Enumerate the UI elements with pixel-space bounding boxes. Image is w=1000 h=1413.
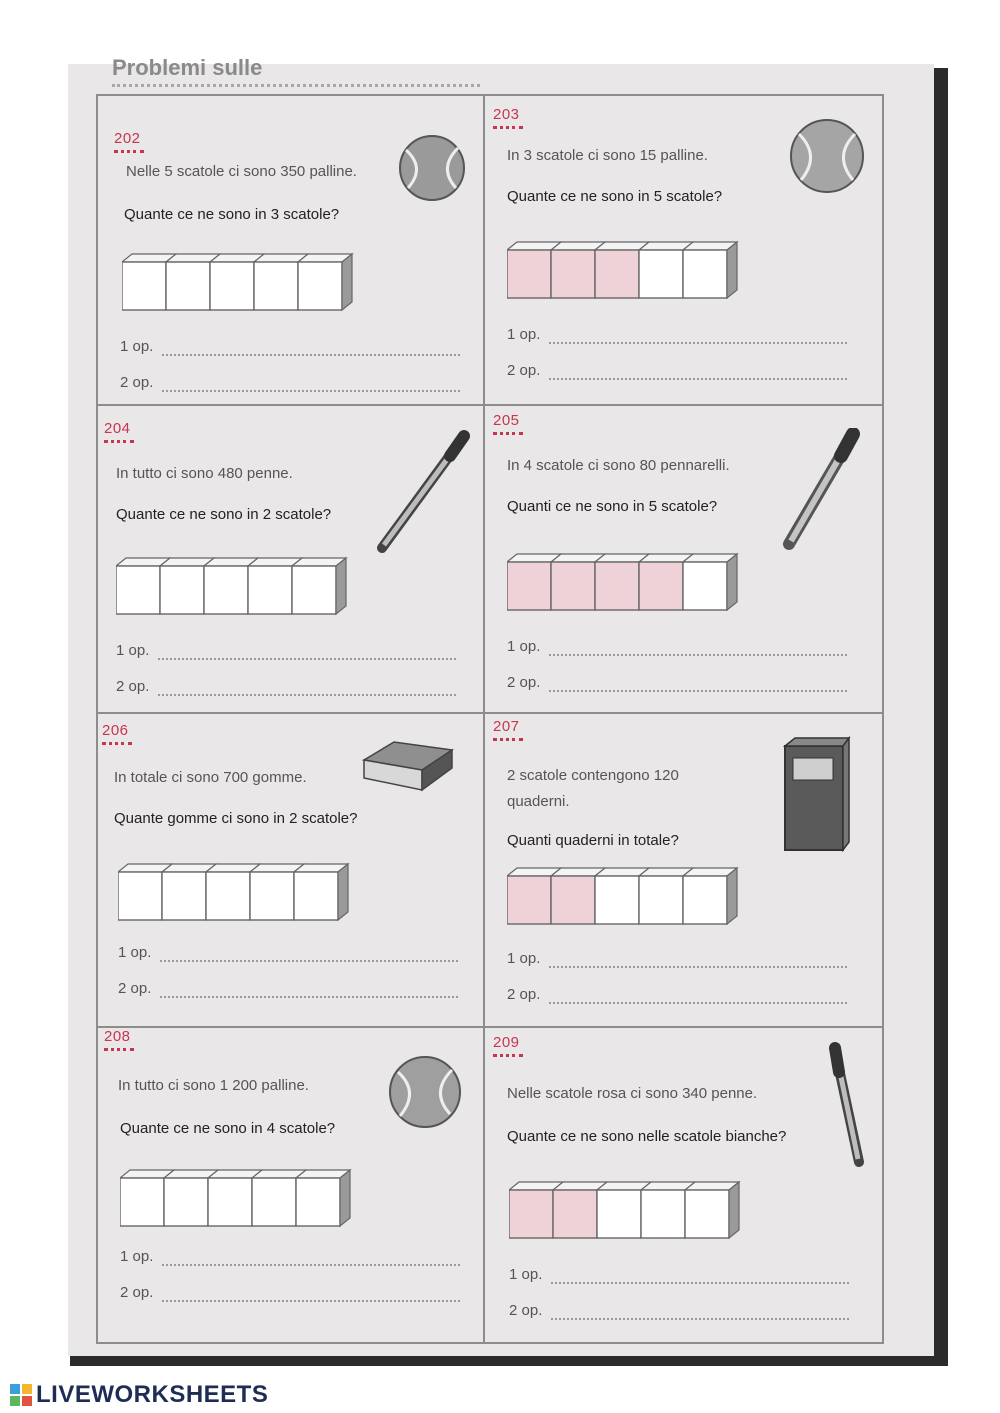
problem-statement: 2 scatole contengono 120 bbox=[507, 767, 679, 784]
problem-question: Quante ce ne sono in 3 scatole? bbox=[124, 206, 340, 223]
white-box bbox=[597, 1190, 641, 1238]
problem-209 bbox=[485, 1034, 882, 1344]
box-side bbox=[727, 554, 737, 610]
box-side bbox=[342, 254, 352, 310]
operation-2-line[interactable] bbox=[116, 678, 456, 700]
operation-1-line[interactable] bbox=[116, 642, 456, 664]
box-side bbox=[729, 1182, 739, 1238]
pink-box bbox=[639, 562, 683, 610]
problem-number: 208 bbox=[104, 1028, 131, 1045]
white-box bbox=[120, 1178, 164, 1226]
problem-statement: In 3 scatole ci sono 15 palline. bbox=[507, 147, 708, 164]
white-box bbox=[254, 262, 298, 310]
problem-question: Quante ce ne sono nelle scatole bianche? bbox=[507, 1128, 787, 1145]
operation-1-line[interactable] bbox=[507, 638, 847, 660]
tennis-ball-icon bbox=[396, 132, 468, 204]
problem-208 bbox=[96, 1028, 483, 1344]
problem-question: Quante ce ne sono in 5 scatole? bbox=[507, 188, 723, 205]
problem-number: 203 bbox=[493, 106, 520, 123]
answer-dots bbox=[551, 1282, 849, 1284]
problem-statement: In 4 scatole ci sono 80 pennarelli. bbox=[507, 457, 730, 474]
problem-statement: Nelle 5 scatole ci sono 350 palline. bbox=[126, 163, 357, 180]
answer-dots bbox=[549, 1002, 847, 1004]
notebook-icon bbox=[781, 736, 851, 854]
answer-dots bbox=[158, 694, 456, 696]
white-box bbox=[248, 566, 292, 614]
operation-1-line[interactable] bbox=[509, 1266, 849, 1288]
op-2-label: 2 op. bbox=[509, 1302, 543, 1319]
answer-dots bbox=[549, 378, 847, 380]
problem-203 bbox=[485, 106, 882, 404]
white-box bbox=[292, 566, 336, 614]
op-2-label: 2 op. bbox=[507, 362, 541, 379]
white-box bbox=[296, 1178, 340, 1226]
white-box bbox=[204, 566, 248, 614]
white-box bbox=[164, 1178, 208, 1226]
op-1-label: 1 op. bbox=[120, 338, 154, 355]
white-box bbox=[639, 250, 683, 298]
op-1-label: 1 op. bbox=[116, 642, 150, 659]
tennis-ball-icon bbox=[787, 116, 867, 196]
problem-204 bbox=[96, 420, 483, 712]
operation-1-line[interactable] bbox=[118, 944, 458, 966]
problem-206 bbox=[96, 722, 483, 1026]
problem-question: Quante ce ne sono in 2 scatole? bbox=[116, 506, 332, 523]
problem-statement-line-2: quaderni. bbox=[507, 793, 570, 810]
white-box bbox=[210, 262, 254, 310]
white-box bbox=[298, 262, 342, 310]
pink-box bbox=[551, 562, 595, 610]
box-strip bbox=[116, 554, 356, 616]
box-strip bbox=[120, 1166, 360, 1228]
op-2-label: 2 op. bbox=[120, 374, 154, 391]
operation-2-line[interactable] bbox=[507, 362, 847, 384]
operation-2-line[interactable] bbox=[509, 1302, 849, 1324]
box-strip bbox=[118, 860, 358, 922]
tennis-ball-icon bbox=[386, 1052, 464, 1132]
answer-dots bbox=[162, 354, 460, 356]
white-box bbox=[116, 566, 160, 614]
pink-box bbox=[507, 250, 551, 298]
box-strip bbox=[507, 864, 747, 926]
operation-2-line[interactable] bbox=[118, 980, 458, 1002]
grid-divider-row-2 bbox=[96, 712, 884, 714]
op-1-label: 1 op. bbox=[509, 1266, 543, 1283]
marker-icon bbox=[775, 428, 865, 552]
answer-dots bbox=[549, 690, 847, 692]
problem-statement: In tutto ci sono 1 200 palline. bbox=[118, 1077, 309, 1094]
box-side bbox=[727, 868, 737, 924]
problem-question: Quanti quaderni in totale? bbox=[507, 832, 679, 849]
brand-name: LIVEWORKSHEETS bbox=[36, 1381, 269, 1408]
white-box bbox=[166, 262, 210, 310]
white-box bbox=[683, 250, 727, 298]
problem-statement: In tutto ci sono 480 penne. bbox=[116, 465, 293, 482]
white-box bbox=[206, 872, 250, 920]
white-box bbox=[683, 876, 727, 924]
box-side bbox=[338, 864, 348, 920]
answer-dots bbox=[162, 390, 460, 392]
op-1-label: 1 op. bbox=[507, 638, 541, 655]
answer-dots bbox=[160, 996, 458, 998]
white-box bbox=[683, 562, 727, 610]
white-box bbox=[122, 262, 166, 310]
box-side bbox=[727, 242, 737, 298]
op-1-label: 1 op. bbox=[507, 326, 541, 343]
answer-dots bbox=[162, 1264, 460, 1266]
white-box bbox=[208, 1178, 252, 1226]
answer-dots bbox=[549, 654, 847, 656]
white-box bbox=[160, 566, 204, 614]
op-2-label: 2 op. bbox=[116, 678, 150, 695]
pink-box bbox=[551, 250, 595, 298]
problem-number: 209 bbox=[493, 1034, 520, 1051]
op-2-label: 2 op. bbox=[507, 674, 541, 691]
pink-box bbox=[507, 562, 551, 610]
problem-question: Quante ce ne sono in 4 scatole? bbox=[120, 1120, 336, 1137]
problem-207 bbox=[485, 718, 882, 1026]
problem-statement: Nelle scatole rosa ci sono 340 penne. bbox=[507, 1085, 758, 1102]
answer-dots bbox=[551, 1318, 849, 1320]
operation-2-line[interactable] bbox=[507, 986, 847, 1008]
pen-icon bbox=[825, 1042, 869, 1168]
white-box bbox=[639, 876, 683, 924]
problem-202 bbox=[96, 130, 483, 404]
white-box bbox=[685, 1190, 729, 1238]
pink-box bbox=[595, 562, 639, 610]
pink-box bbox=[595, 250, 639, 298]
title-underline bbox=[112, 84, 480, 87]
answer-dots bbox=[162, 1300, 460, 1302]
box-strip bbox=[507, 550, 747, 612]
box-strip bbox=[507, 238, 747, 300]
op-2-label: 2 op. bbox=[507, 986, 541, 1003]
white-box bbox=[118, 872, 162, 920]
grid-divider-row-1 bbox=[96, 404, 884, 406]
problem-number: 202 bbox=[114, 130, 141, 147]
box-strip bbox=[122, 250, 362, 312]
answer-dots bbox=[158, 658, 456, 660]
box-strip bbox=[509, 1178, 749, 1240]
answer-dots bbox=[160, 960, 458, 962]
answer-dots bbox=[549, 966, 847, 968]
problem-number: 204 bbox=[104, 420, 131, 437]
problem-number: 207 bbox=[493, 718, 520, 735]
operation-1-line[interactable] bbox=[120, 338, 460, 360]
box-side bbox=[340, 1170, 350, 1226]
op-2-label: 2 op. bbox=[118, 980, 152, 997]
white-box bbox=[252, 1178, 296, 1226]
white-box bbox=[641, 1190, 685, 1238]
problem-205 bbox=[485, 412, 882, 712]
pen-icon bbox=[372, 430, 472, 556]
answer-dots bbox=[549, 342, 847, 344]
white-box bbox=[294, 872, 338, 920]
pink-box bbox=[509, 1190, 553, 1238]
op-2-label: 2 op. bbox=[120, 1284, 154, 1301]
problem-number: 206 bbox=[102, 722, 129, 739]
eraser-icon bbox=[358, 736, 458, 796]
problem-question: Quanti ce ne sono in 5 scatole? bbox=[507, 498, 718, 515]
problem-statement: In totale ci sono 700 gomme. bbox=[114, 769, 307, 786]
op-1-label: 1 op. bbox=[120, 1248, 154, 1265]
liveworksheets-icon bbox=[10, 1384, 32, 1406]
operation-2-line[interactable] bbox=[120, 1284, 460, 1306]
operation-1-line[interactable] bbox=[507, 326, 847, 348]
problem-number: 205 bbox=[493, 412, 520, 429]
operation-2-line[interactable] bbox=[120, 374, 460, 396]
white-box bbox=[162, 872, 206, 920]
op-1-label: 1 op. bbox=[507, 950, 541, 967]
problem-question: Quante gomme ci sono in 2 scatole? bbox=[114, 810, 358, 827]
operation-2-line[interactable] bbox=[507, 674, 847, 696]
pink-box bbox=[553, 1190, 597, 1238]
white-box bbox=[250, 872, 294, 920]
white-box bbox=[595, 876, 639, 924]
operation-1-line[interactable] bbox=[120, 1248, 460, 1270]
pink-box bbox=[551, 876, 595, 924]
operation-1-line[interactable] bbox=[507, 950, 847, 972]
pink-box bbox=[507, 876, 551, 924]
page-title: Problemi sulle bbox=[112, 58, 263, 78]
op-1-label: 1 op. bbox=[118, 944, 152, 961]
box-side bbox=[336, 558, 346, 614]
